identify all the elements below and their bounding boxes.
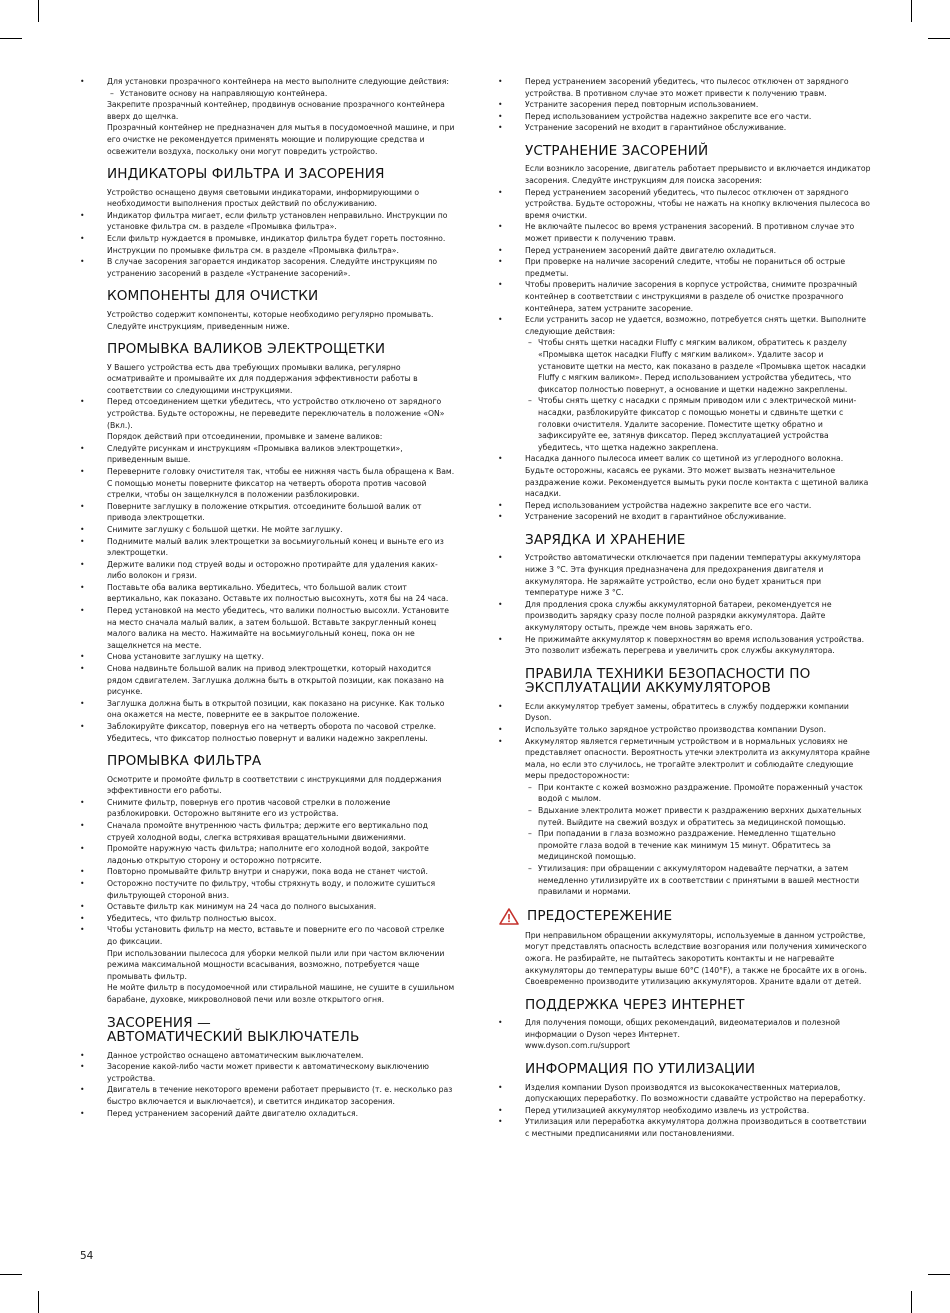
crop-mark (0, 1274, 22, 1275)
sub-item: – Чтобы снять щетку с насадки с прямым приводом или с электрической мини-насадки, разблокируйте фиксатор с помощью монеты и сдвиньте щетки с головки очистителя. Удалите засорение. Поместите щетку обратно и зафиксируйте ее, затянув фиксатор. Перед эксплуатацией устройства убедитесь, что щетка надежно закреплена. (538, 395, 872, 453)
sub-item: – Утилизация: при обращении с аккумулятором надевайте перчатки, а затем немедленно утилизируйте их в соответствии с принятыми в вашей местности правилами и нормами. (538, 863, 872, 898)
bullet-item: • Насадка данного пылесоса имеет валик со щетиной из углеродного волокна. Будьте осторожны, касаясь ее руками. Это может вызвать незначительное раздражение кожи. Рекомендуется вымыть руки после контакта с щетиной валика насадки. (525, 453, 872, 499)
section-heading-clearing-blockages: УСТРАНЕНИЕ ЗАСОРЕНИЙ (525, 142, 709, 159)
section-body-charging-storage (498, 552, 872, 656)
heading-line-2: ЭКСПЛУАТАЦИИ АККУМУЛЯТОРОВ (525, 680, 771, 697)
crop-mark (928, 1274, 950, 1275)
page-number: 54 (80, 1250, 94, 1262)
bullet-item: • Аккумулятор является герметичным устройством и в нормальных условиях не представляет опасности. Вероятность утечки электролита из аккумулятора крайне мала, но если это случилось, не трогайте электролит и соблюдайте следующие меры предосторожности: (525, 736, 872, 782)
section-body-warning (498, 930, 872, 988)
crop-mark (0, 38, 22, 39)
bullet-item: • Снимите заглушку с большой щетки. Не мойте заглушку. (107, 524, 456, 536)
section-heading-disposal: ИНФОРМАЦИЯ ПО УТИЛИЗАЦИИ (525, 1061, 756, 1078)
bullet-item: • Осторожно постучите по фильтру, чтобы стряхнуть воду, и положите сушиться фильтрующей стороной вниз. (107, 878, 456, 901)
bullet-item: • Поставьте оба валика вертикально. Убедитесь, что большой валик стоит вертикально, как показано. Оставьте их полностью высохнуть, хотя бы на 24 часа. (107, 582, 456, 605)
bullet-item: • Изделия компании Dyson производятся из высококачественных материалов, допускающих переработку. По возможности сдавайте устройство на переработку. (525, 1082, 872, 1105)
bullet-item: • Оставьте фильтр как минимум на 24 часа до полного высыхания. (107, 901, 456, 913)
paragraph: Закрепите прозрачный контейнер, продвинув основание прозрачного контейнера вверх до щелчка. (107, 100, 445, 121)
section-heading-charging-storage: ЗАРЯДКА И ХРАНЕНИЕ (525, 531, 686, 548)
section-body-disposal (498, 1082, 872, 1140)
bullet-item: • При проверке на наличие засорений следите, чтобы не пораниться об острые предметы. (525, 256, 872, 279)
heading-line-1: ПРАВИЛА ТЕХНИКИ БЕЗОПАСНОСТИ ПО (525, 665, 811, 682)
bullet-item: • Убедитесь, что фильтр полностью высох. (107, 913, 456, 925)
bullet-item: • Перед отсоединением щетки убедитесь, что устройство отключено от зарядного устройства. Будьте осторожны, не переведите переключатель в положение «ON» (Вкл.). (107, 396, 456, 431)
section-body-clearing-blockages (498, 163, 872, 522)
sub-item: – При попадании в глаза возможно раздражение. Немедленно тщательно промойте глаза водой в течение как минимум 15 минут. Обратитесь за медицинской помощью. (538, 828, 872, 863)
bullet-item: • Перед устранением засорений дайте двигателю охладиться. (525, 245, 872, 257)
section-body-components (80, 309, 456, 332)
section-heading-brush-rollers: ПРОМЫВКА ВАЛИКОВ ЭЛЕКТРОЩЕТКИ (107, 341, 386, 358)
bullet-item: • Для продления срока службы аккумуляторной батареи, рекомендуется не производить зарядку сразу после полной разрядки аккумулятора. Дайте аккумулятору остыть, прежде чем вновь заряжать его. (525, 599, 872, 634)
paragraph: У Вашего устройства есть два требующих промывки валика, регулярно осматривайте и промывайте их для поддержания эффективности работы в соответствии со следующими инструкциями. (107, 362, 418, 395)
bullet-item: • Снимите фильтр, повернув его против часовой стрелки в положение разблокировки. Осторожно вытяните его из устройства. (107, 797, 456, 820)
bullet-item: • Засорение какой-либо части может привести к автоматическому выключению устройства. (107, 1061, 456, 1084)
bullet-item: • Чтобы проверить наличие засорения в корпусе устройства, снимите прозрачный контейнер в соответствии с инструкциями в разделе об очистке прозрачного контейнера, затем устраните засорение. (525, 279, 872, 314)
bullet-item: • Перед использованием устройства надежно закрепите все его части. (525, 500, 872, 512)
bullet-item: • Держите валики под струей воды и осторожно протирайте для удаления каких-либо волокон и грязи. (107, 559, 456, 582)
bullet-item: • Перед использованием устройства надежно закрепите все его части. (525, 111, 872, 123)
paragraph: При использовании пылесоса для уборки мелкой пыли или при частом включении режима максимальной мощности всасывания, возможно, потребуется чаще промывать фильтр. (107, 948, 445, 981)
crop-mark (911, 1291, 912, 1313)
bullet-item: • Промойте наружную часть фильтра; наполните его холодной водой, закройте ладонью открытую сторону и осторожно потрясите. (107, 843, 456, 866)
section-body-indicators (80, 187, 456, 280)
paragraph: При неправильном обращении аккумуляторы, используемые в данном устройстве, могут представлять опасность вследствие возгорания или получения химического ожога. Не разбирайте, не пытайтесь закоротить контакты и не нагревайте аккумуляторы до температуры выше 60°С (140°F), а также не бросайте их в огонь. Своевременно производите утилизацию аккумуляторов. Храните вдали от детей. (525, 930, 867, 987)
bullet-item: • Поверните заглушку в положение открытия. отсоедините большой валик от привода электрощетки. (107, 501, 456, 524)
right-intro (498, 76, 872, 134)
bullet-item: • Не включайте пылесос во время устранения засорений. В противном случае это может привести к получению травм. (525, 221, 872, 244)
crop-mark (911, 0, 912, 22)
bullet-item: • Утилизация или переработка аккумулятора должна производиться в соответствии с местными предписаниями или постановлениями. (525, 1116, 872, 1139)
paragraph: Если возникло засорение, двигатель работает прерывисто и включается индикатор засорения. Следуйте инструкциям для поиска засорения: (525, 164, 871, 186)
sub-item: – Установите основу на направляющую контейнера. (120, 88, 456, 100)
warning-title: ПРЕДОСТЕРЕЖЕНИЕ (527, 908, 673, 925)
bullet-item: • Перед устранением засорений убедитесь, что пылесос отключен от зарядного устройства. В противном случае это может привести к получению травм. (525, 76, 872, 99)
section-heading-components: КОМПОНЕНТЫ ДЛЯ ОЧИСТКИ (107, 288, 319, 305)
bullet-item: • Устранение засорений не входит в гарантийное обслуживание. (525, 122, 872, 134)
bullet-item: • Поднимите малый валик электрощетки за восьмиугольный конец и выньте его из электрощетки. (107, 536, 456, 559)
bullet-item: • Для получения помощи, общих рекомендаций, видеоматериалов и полезной информации о Dyson через Интернет. (525, 1017, 872, 1040)
crop-mark (38, 1291, 39, 1313)
section-body-battery-safety (498, 701, 872, 898)
bullet-item: • Если устранить засор не удается, возможно, потребуется снять щетки. Выполните следующие действия: (525, 314, 872, 337)
bullet-item: • Если аккумулятор требует замены, обратитесь в службу поддержки компании Dyson. (525, 701, 872, 724)
bullet-item: • Перед утилизацией аккумулятор необходимо извлечь из устройства. (525, 1105, 872, 1117)
bullet-item: • Перед установкой на место убедитесь, что валики полностью высохли. Установите на место сначала малый валик, а затем большой. Вставьте закругленный конец малого валика на место. Нажимайте на восьмиугольный конец, пока он не защелкнется на месте. (107, 605, 456, 651)
bullet-item: • Перед устранением засорений дайте двигателю охладиться. (107, 1108, 456, 1120)
paragraph: Порядок действий при отсоединении, промывке и замене валиков: (107, 432, 383, 442)
sub-item: – Вдыхание электролита может привести к раздражению верхних дыхательных путей. Выйдите на свежий воздух и обратитесь за медицинской помощью. (538, 805, 872, 828)
bullet-item: • Данное устройство оснащено автоматическим выключателем. (107, 1050, 456, 1062)
bullet-item: • Заглушка должна быть в открытой позиции, как показано на рисунке. Как только она окажется на месте, поверните ее в закрытое положение. (107, 698, 456, 721)
sub-item: – Чтобы снять щетки насадки Fluffy с мягким валиком, обратитесь к разделу «Промывка щеток насадки Fluffy с мягким валиком». Удалите засор и установите щетки на место, как показано в разделе «Промывка щеток насадки Fluffy с мягким валиком». Перед использованием устройства убедитесь, что фиксатор полностью повернут, а основание и щетки надежно закреплены. (538, 337, 872, 395)
left-intro (80, 76, 456, 157)
sub-item: – При контакте с кожей возможно раздражение. Промойте пораженный участок водой с мылом. (538, 782, 872, 805)
paragraph: Прозрачный контейнер не предназначен для мытья в посудомоечной машине, и при его очистке не рекомендуется применять моющие и полирующие средства и освежители воздуха, поскольку они могут повредить устройство. (107, 123, 455, 156)
heading-line-2: АВТОМАТИЧЕСКИЙ ВЫКЛЮЧАТЕЛЬ (107, 1029, 360, 1046)
bullet-item: • Сначала промойте внутреннюю часть фильтра; держите его вертикально под струей холодной воды, слегка встряхивая вращательными движениями. (107, 820, 456, 843)
crop-mark (38, 0, 39, 22)
bullet-item: • Для установки прозрачного контейнера на место выполните следующие действия: (107, 76, 456, 88)
bullet-item: • Устранение засорений не входит в гарантийное обслуживание. (525, 511, 872, 523)
paragraph: Осмотрите и промойте фильтр в соответствии с инструкциями для поддержания эффективности его работы. (107, 774, 442, 796)
section-body-filter-wash (80, 774, 456, 1006)
crop-mark (928, 38, 950, 39)
bullet-item: • Если фильтр нуждается в промывке, индикатор фильтра будет гореть постоянно. Инструкции по промывке фильтра см. в разделе «Промывка фильтра». (107, 233, 456, 256)
bullet-item: • Заблокируйте фиксатор, повернув его на четверть оборота по часовой стрелке. Убедитесь, что фиксатор полностью повернут и валики надежно закреплены. (107, 721, 456, 744)
bullet-item: • Следуйте рисункам и инструкциям «Промывка валиков электрощетки», приведенным выше. (107, 443, 456, 466)
bullet-item: • Устройство автоматически отключается при падении температуры аккумулятора ниже 3 °С. Эта функция предназначена для предохранения двигателя и аккумулятора. Не заряжайте устройство, если оно будет храниться при температуре ниже 3 °С. (525, 552, 872, 598)
bullet-item: • В случае засорения загорается индикатор засорения. Следуйте инструкциям по устранению засорений в разделе «Устранение засорений». (107, 256, 456, 279)
bullet-item: • Переверните головку очистителя так, чтобы ее нижняя часть была обращена к Вам. С помощью монеты поверните фиксатор на четверть оборота против часовой стрелки, чтобы он защелкнулся в положении разблокировки. (107, 466, 456, 501)
warning-triangle-icon (498, 908, 520, 925)
bullet-item: • Устраните засорения перед повторным использованием. (525, 99, 872, 111)
section-heading-online-support: ПОДДЕРЖКА ЧЕРЕЗ ИНТЕРНЕТ (525, 996, 745, 1013)
section-heading-battery-safety (525, 667, 872, 696)
paragraph: www.dyson.com.ru/support (525, 1041, 631, 1051)
bullet-item: • Чтобы установить фильтр на место, вставьте и поверните его по часовой стрелке до фиксации. (107, 924, 456, 947)
bullet-item: • Двигатель в течение некоторого времени работает прерывисто (т. е. несколько раз быстро включается и выключается), и светится индикатор засорения. (107, 1084, 456, 1107)
paragraph: Устройство оснащено двумя световыми индикаторами, информирующими о необходимости выполнения простых действий по обслуживанию. (107, 187, 420, 209)
right-column (498, 76, 872, 1140)
section-body-online-support (498, 1017, 872, 1052)
section-body-blockages-cutout (80, 1050, 456, 1120)
section-heading-filter-wash: ПРОМЫВКА ФИЛЬТРА (107, 753, 262, 770)
paragraph: Устройство содержит компоненты, которые необходимо регулярно промывать. Следуйте инструкциям, приведенным ниже. (107, 309, 434, 331)
section-heading-indicators: ИНДИКАТОРЫ ФИЛЬТРА И ЗАСОРЕНИЯ (107, 166, 385, 183)
left-column (80, 76, 456, 1119)
section-body-brush-rollers (80, 362, 456, 745)
bullet-item: • Используйте только зарядное устройство производства компании Dyson. (525, 724, 872, 736)
bullet-item: • Снова установите заглушку на щетку. (107, 651, 456, 663)
bullet-item: • Снова надвиньте большой валик на привод электрощетки, который находится рядом сдвигателем. Заглушка должна быть в открытой позиции, как показано на рисунке. (107, 663, 456, 698)
section-heading-warning (498, 908, 872, 925)
section-heading-blockages-cutout (107, 1016, 456, 1045)
heading-line-1: ЗАСОРЕНИЯ — (107, 1014, 211, 1031)
bullet-item: • Повторно промывайте фильтр внутри и снаружи, пока вода не станет чистой. (107, 866, 456, 878)
paragraph: Не мойте фильтр в посудомоечной или стиральной машине, не сушите в сушильном барабане, духовке, микроволновой печи или возле открытого огня. (107, 983, 455, 1004)
bullet-item: • Индикатор фильтра мигает, если фильтр установлен неправильно. Инструкции по установке фильтра см. в разделе «Промывка фильтра». (107, 210, 456, 233)
bullet-item: • Не прижимайте аккумулятор к поверхностям во время использования устройства. Это позволит избежать перегрева и увеличить срок службы аккумулятора. (525, 634, 872, 657)
bullet-item: • Перед устранением засорений убедитесь, что пылесос отключен от зарядного устройства. Будьте осторожны, чтобы не нажать на кнопку включения пылесоса во время очистки. (525, 187, 872, 222)
